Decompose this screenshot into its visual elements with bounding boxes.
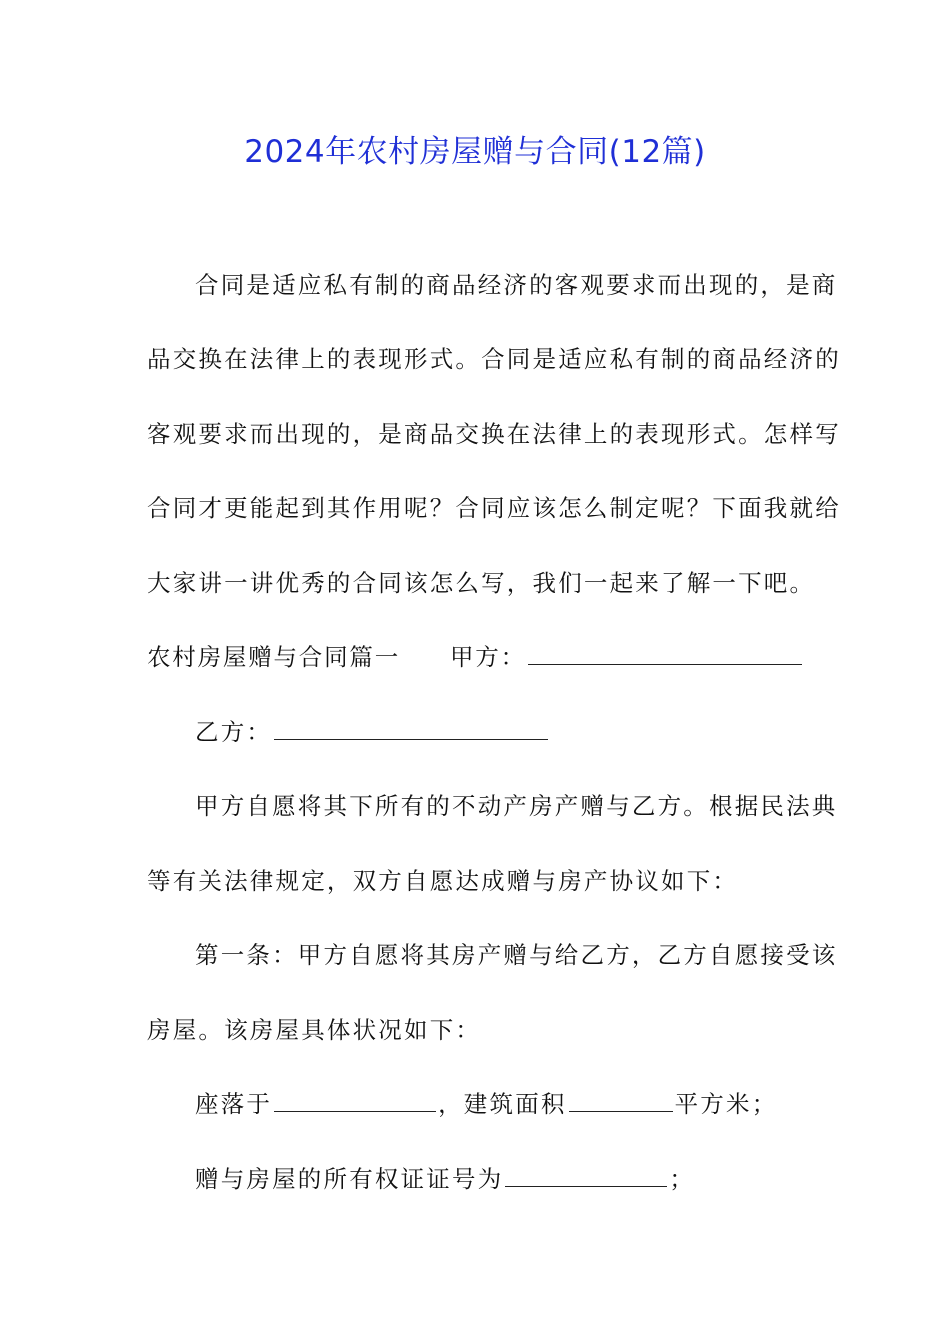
party-b-blank[interactable] <box>274 717 548 740</box>
para1-line-2: 等有关法律规定，双方自愿达成赠与房产协议如下： <box>147 867 739 895</box>
para1-line-1: 甲方自愿将其下所有的不动产房产赠与乙方。根据民法典 <box>195 792 838 820</box>
section-heading: 农村房屋赠与合同篇一 <box>147 643 400 671</box>
article1-line-1: 第一条：甲方自愿将其房产赠与给乙方，乙方自愿接受该 <box>195 941 838 969</box>
party-b-label: 乙方： <box>195 718 273 746</box>
intro-line-4: 合同才更能起到其作用呢？合同应该怎么制定呢？下面我就给 <box>147 494 841 522</box>
cert-line <box>195 1159 855 1199</box>
article1-line-2: 房屋。该房屋具体状况如下： <box>147 1016 482 1044</box>
section-heading-line <box>147 637 807 677</box>
area-label: ，建筑面积 <box>438 1090 567 1118</box>
location-line <box>195 1084 855 1124</box>
intro-line-5: 大家讲一讲优秀的合同该怎么写，我们一起来了解一下吧。 <box>147 569 816 597</box>
cert-blank[interactable] <box>505 1164 667 1187</box>
location-blank[interactable] <box>274 1089 436 1112</box>
party-b-line <box>195 712 855 752</box>
party-a-label: 甲方： <box>450 643 526 671</box>
location-label: 座落于 <box>195 1090 273 1118</box>
intro-line-3: 客观要求而出现的，是商品交换在法律上的表现形式。怎样写 <box>147 420 841 448</box>
party-a-blank[interactable] <box>528 642 802 665</box>
cert-label: 赠与房屋的所有权证证号为 <box>195 1165 504 1193</box>
area-blank[interactable] <box>569 1089 673 1112</box>
page-title: 2024年农村房屋赠与合同(12篇) <box>244 134 706 170</box>
intro-line-1: 合同是适应私有制的商品经济的客观要求而出现的，是商 <box>195 271 838 299</box>
area-unit: 平方米； <box>674 1090 778 1118</box>
cert-end: ； <box>669 1165 696 1193</box>
intro-line-2: 品交换在法律上的表现形式。合同是适应私有制的商品经济的 <box>147 345 841 373</box>
